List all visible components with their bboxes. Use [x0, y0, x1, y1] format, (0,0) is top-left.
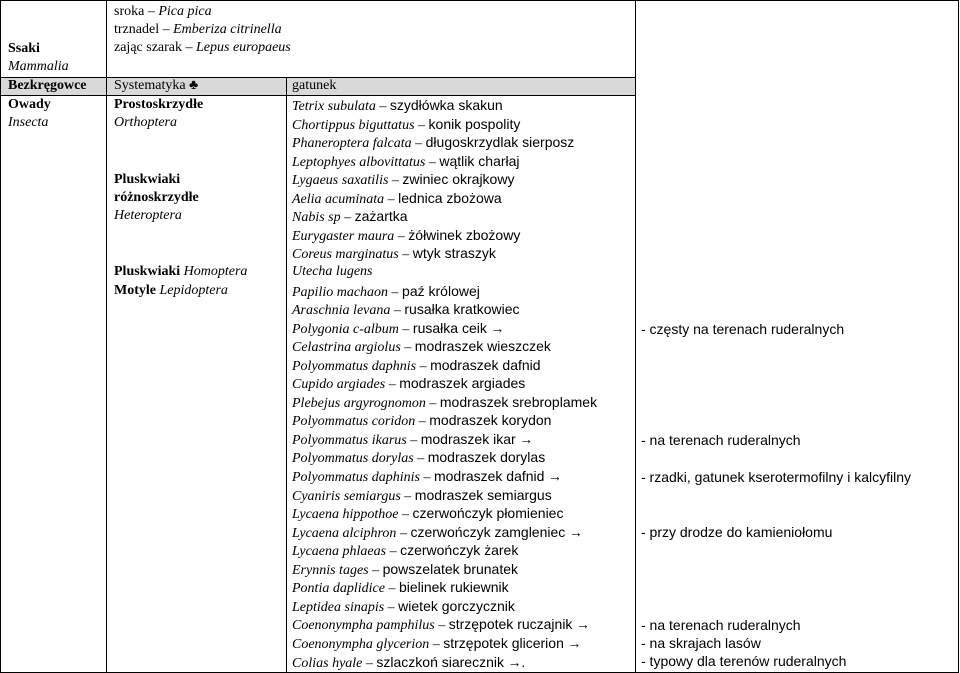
species-common: modraszek argiades [399, 375, 526, 391]
species-entry: Papilio machaon – paź królowej [292, 283, 480, 300]
species-latin: Polyommatus ikarus [292, 433, 407, 448]
species-common: modraszek korydon [429, 412, 552, 428]
species-entry: Phaneroptera falcata – długoskrzydlak sierposz [292, 134, 575, 151]
arrow-icon: → [572, 618, 590, 633]
species-latin: Plebejus argyrognomon [292, 396, 426, 411]
species-entry: Coenonympha glycerion – strzępotek glicerion → [292, 635, 582, 652]
species-latin: Araschnia levana [292, 303, 391, 318]
arrow-icon: → [563, 637, 582, 652]
species-latin: Polyommatus dorylas [292, 451, 414, 466]
species-latin: Leptidea sinapis [292, 600, 385, 615]
species-common: zażartka [354, 208, 408, 224]
species-latin: Lycaena alciphron [292, 526, 397, 541]
species-latin: Coenonympha pamphilus [292, 618, 435, 633]
order-label: Pluskwiaki [114, 172, 181, 187]
species-entry: Erynnis tages – powszelatek brunatek [292, 561, 519, 578]
species-latin: Celastrina argiolus [292, 340, 401, 355]
order-latin: Heteroptera [114, 208, 182, 223]
species-common: rusałka ceik [412, 320, 487, 336]
species-latin: Papilio machaon [292, 285, 389, 300]
species-entry: Leptophyes albovittatus – wątlik charłaj [292, 153, 520, 170]
arrow-icon: → [565, 526, 583, 541]
order-label-line2: różnoskrzydłe [114, 190, 199, 205]
mammals-latin: Mammalia [8, 59, 69, 74]
species-latin: Cyaniris semiargus [292, 489, 401, 504]
order-label: Prostoskrzydłe [114, 97, 204, 112]
species-entry: Colias hyale – szlaczkoń siarecznik →. [292, 654, 525, 671]
species-latin: Pontia daplidice [292, 581, 385, 596]
species-latin: Chortippus biguttatus [292, 118, 415, 133]
species-latin: Lycaena hippothoe [292, 507, 399, 522]
species-entry: Polyommatus coridon – modraszek korydon [292, 412, 552, 429]
species-entry: Polyommatus ikarus – modraszek ikar → [292, 431, 534, 448]
species-entry: Polyommatus daphinis – modraszek dafnid → [292, 468, 562, 485]
species-common: wątlik charłaj [439, 153, 520, 169]
species-common: lednica zbożowa [398, 190, 502, 206]
note: - rzadki, gatunek kserotermofilny i kalcyfilny [641, 469, 911, 485]
species-entry: Nabis sp – zażartka [292, 208, 408, 225]
table-border-left [0, 0, 1, 672]
species-entry: Polyommatus daphnis – modraszek dafnid [292, 357, 541, 374]
species-common: modraszek semiargus [414, 487, 552, 503]
table-border-right [958, 0, 959, 672]
header-species: gatunek [292, 78, 337, 93]
species-common: modraszek dorylas [427, 449, 546, 465]
species-common: czerwończyk żarek [400, 542, 519, 558]
species-entry: Leptidea sinapis – wietek gorczycznik [292, 598, 515, 615]
species-entry: Eurygaster maura – żółwinek zbożowy [292, 227, 521, 244]
species-common: czerwończyk zamgleniec [410, 524, 566, 540]
species-entry: zając szarak – Lepus europaeus [114, 40, 291, 55]
species-common: powszelatek brunatek [382, 561, 519, 577]
row-divider-header-bottom [0, 95, 635, 96]
species-common: szlaczkoń siarecznik [376, 654, 504, 670]
col-divider-2 [286, 77, 287, 672]
note: - na skrajach lasów [641, 635, 761, 651]
species-latin: Lygaeus saxatilis [292, 173, 389, 188]
species-latin: Polyommatus coridon [292, 414, 416, 429]
species-latin: Utecha lugens [292, 264, 373, 279]
species-entry: Celastrina argiolus – modraszek wieszczek [292, 338, 551, 355]
species-common: modraszek dafnid [433, 468, 545, 484]
note: - częsty na terenach ruderalnych [641, 321, 845, 337]
species-entry: Tetrix subulata – szydłówka skakun [292, 97, 503, 114]
species-entry [292, 264, 372, 280]
species-common: żółwinek zbożowy [408, 227, 521, 243]
class-latin: Insecta [8, 115, 49, 130]
species-common: konik pospolity [428, 116, 521, 132]
species-common: modraszek dafnid [430, 357, 541, 373]
arrow-icon: → [515, 433, 534, 448]
species-entry: Lycaena alciphron – czerwończyk zamgleniec → [292, 524, 583, 541]
mammals-label: Ssaki [8, 41, 40, 56]
species-common: długoskrzydlak sierposz [425, 134, 575, 150]
species-latin: Tetrix subulata [292, 99, 376, 114]
species-entry: Chortippus biguttatus – konik pospolity [292, 116, 521, 133]
col-divider-3 [635, 0, 636, 672]
species-latin: Polygonia c-album [292, 322, 399, 337]
species-entry: trznadel – Emberiza citrinella [114, 22, 282, 37]
species-entry: Polyommatus dorylas – modraszek dorylas [292, 449, 546, 466]
note: - na terenach ruderalnych [641, 432, 801, 448]
species-common: strzępotek glicerion [443, 635, 564, 651]
species-entry: Coreus marginatus – wtyk straszyk [292, 245, 496, 262]
species-common: bielinek rukiewnik [398, 579, 509, 595]
species-entry: Lycaena hippothoe – czerwończyk płomieniec [292, 505, 564, 522]
species-common: szydłówka skakun [389, 97, 503, 113]
header-systematics: Systematyka ♣ [114, 78, 199, 93]
species-entry: Cupido argiades – modraszek argiades [292, 375, 526, 392]
note: - na terenach ruderalnych [641, 617, 801, 633]
species-entry: Polygonia c-album – rusałka ceik → [292, 320, 505, 337]
species-latin: Coreus marginatus [292, 247, 399, 262]
species-common: modraszek wieszczek [414, 338, 551, 354]
species-entry: Coenonympha pamphilus – strzępotek ruczajnik → [292, 616, 590, 633]
arrow-icon: → [544, 470, 562, 485]
species-common: strzępotek ruczajnik [448, 616, 573, 632]
species-common: rusałka kratkowiec [404, 301, 520, 317]
class-label: Owady [8, 97, 51, 112]
species-latin: Cupido argiades [292, 377, 386, 392]
species-entry: Aelia acuminata – lednica zbożowa [292, 190, 502, 207]
club-icon: ♣ [189, 78, 199, 93]
species-latin: Erynnis tages [292, 563, 369, 578]
order-latin: Orthoptera [114, 115, 177, 130]
species-entry: Araschnia levana – rusałka kratkowiec [292, 301, 520, 318]
species-entry: Pontia daplidice – bielinek rukiewnik [292, 579, 509, 596]
species-latin: Eurygaster maura [292, 229, 395, 244]
arrow-icon: → [486, 322, 505, 337]
species-entry: Lycaena phlaeas – czerwończyk żarek [292, 542, 519, 559]
order-entry: Pluskwiaki Homoptera [114, 264, 248, 279]
species-latin: Polyommatus daphinis [292, 470, 420, 485]
species-latin: Colias hyale [292, 656, 363, 671]
header-invertebrates: Bezkręgowce [8, 78, 87, 93]
species-latin: Coenonympha glycerion [292, 637, 430, 652]
arrow-icon: →. [504, 656, 525, 671]
species-common: zwiniec okrajkowy [402, 171, 515, 187]
species-entry: Plebejus argyrognomon – modraszek srebroplamek [292, 394, 598, 411]
species-common: wietek gorczycznik [398, 598, 515, 614]
species-common: paź królowej [402, 283, 480, 299]
order-entry: Motyle Lepidoptera [114, 283, 228, 298]
species-latin: Lycaena phlaeas [292, 544, 387, 559]
note: - przy drodze do kamieniołomu [641, 524, 833, 540]
note: - typowy dla terenów ruderalnych [641, 653, 847, 669]
col-divider-1 [106, 0, 107, 672]
species-common: modraszek srebroplamek [439, 394, 598, 410]
species-entry: Lygaeus saxatilis – zwiniec okrajkowy [292, 171, 515, 188]
species-latin: Leptophyes albovittatus [292, 155, 426, 170]
species-entry: sroka – Pica pica [114, 4, 212, 19]
species-latin: Phaneroptera falcata [292, 136, 412, 151]
species-common: modraszek ikar [420, 431, 516, 447]
species-latin: Aelia acuminata [292, 192, 385, 207]
species-common: wtyk straszyk [412, 245, 496, 261]
table-border-top [0, 0, 959, 1]
species-latin: Nabis sp [292, 210, 341, 225]
species-entry: Cyaniris semiargus – modraszek semiargus [292, 487, 552, 504]
species-latin: Polyommatus daphnis [292, 359, 417, 374]
species-common: czerwończyk płomieniec [412, 505, 564, 521]
